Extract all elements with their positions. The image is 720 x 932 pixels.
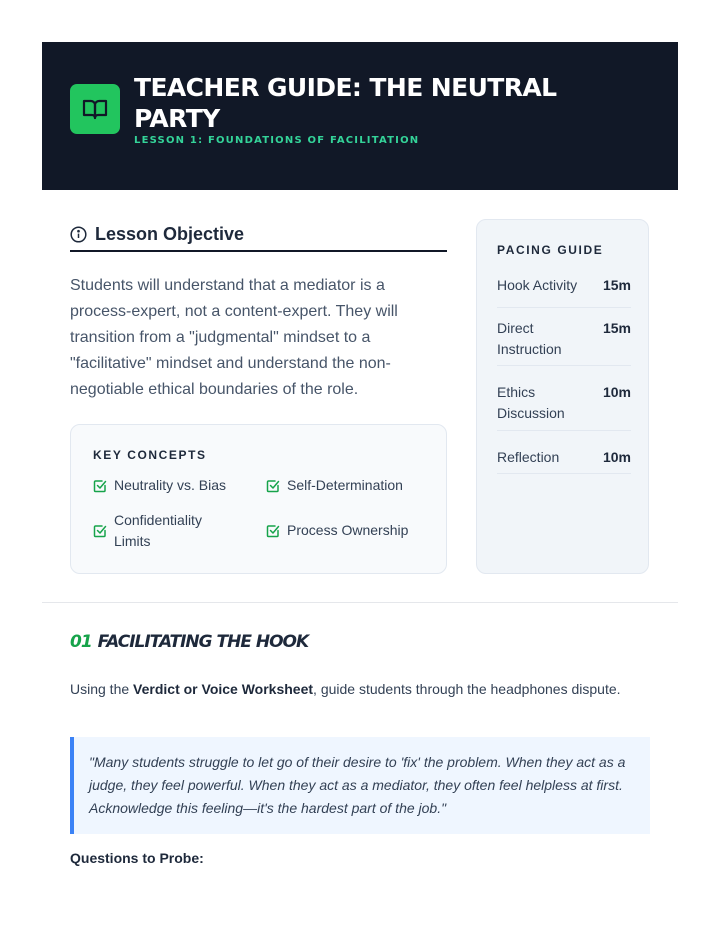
checkbox-check-icon (93, 524, 107, 538)
concept-label: Confidentiality Limits (114, 512, 202, 549)
concept-label: Self-Determination (287, 477, 403, 493)
pacing-activity: Ethics Discussion (497, 384, 565, 421)
teacher-quote: "Many students struggle to let go of their desire to 'fix' the problem. When they act as a judge, they feel powerful. When they act as a mediator, they often feel helpless at first. Acknowledge this feeling—it's the hardest part of the job." (70, 737, 650, 834)
pacing-activity: Reflection (497, 449, 560, 465)
section-heading (70, 632, 308, 652)
key-concepts-card (70, 424, 447, 574)
worksheet-name: Verdict or Voice Worksheet (133, 681, 314, 697)
section-title: FACILITATING THE HOOK (97, 632, 309, 652)
concept-label: Neutrality vs. Bias (114, 477, 227, 493)
section-divider (42, 602, 678, 603)
intro-text: , guide students through the headphones dispute. (313, 681, 621, 697)
pacing-activity: Hook Activity (497, 277, 578, 293)
objective-title: Lesson Objective (95, 223, 245, 244)
pacing-guide-card (476, 219, 649, 574)
concept-item (93, 475, 226, 496)
info-circle-icon (70, 226, 87, 243)
pacing-duration: 10m (602, 449, 631, 465)
concept-item (93, 510, 239, 552)
concept-item (266, 475, 403, 496)
key-concepts-label: KEY CONCEPTS (93, 448, 207, 462)
section-number: 01 (70, 632, 92, 652)
objective-text: Students will understand that a mediator is a process-expert, not a content-expert. They will transition from a "judgmental" mindset to a "facilitative" mindset and understand the non-negotiable ethical boundaries of the role. (70, 277, 398, 398)
page-subtitle: LESSON 1: FOUNDATIONS OF FACILITATION (134, 135, 420, 146)
concept-label: Process Ownership (287, 522, 409, 538)
questions-to-probe-label: Questions to Probe: (70, 850, 204, 866)
pacing-guide-label: PACING GUIDE (497, 243, 604, 257)
checkbox-check-icon (266, 479, 280, 493)
pacing-duration: 15m (602, 320, 631, 336)
checkbox-check-icon (266, 524, 280, 538)
page-header (42, 42, 678, 190)
checkbox-check-icon (93, 479, 107, 493)
pacing-duration: 15m (602, 277, 631, 293)
pacing-row (497, 275, 631, 308)
open-book-icon (70, 84, 120, 134)
pacing-row (497, 318, 631, 366)
pacing-row (497, 447, 631, 474)
pacing-duration: 10m (602, 384, 631, 400)
page-title: TEACHER GUIDE: THE NEUTRAL PARTY (134, 73, 557, 133)
intro-text: Using the (70, 681, 134, 697)
pacing-row (497, 382, 631, 431)
concept-item (266, 520, 408, 541)
pacing-activity: Direct Instruction (497, 320, 562, 357)
objective-heading (70, 218, 447, 252)
section-intro (70, 678, 640, 701)
